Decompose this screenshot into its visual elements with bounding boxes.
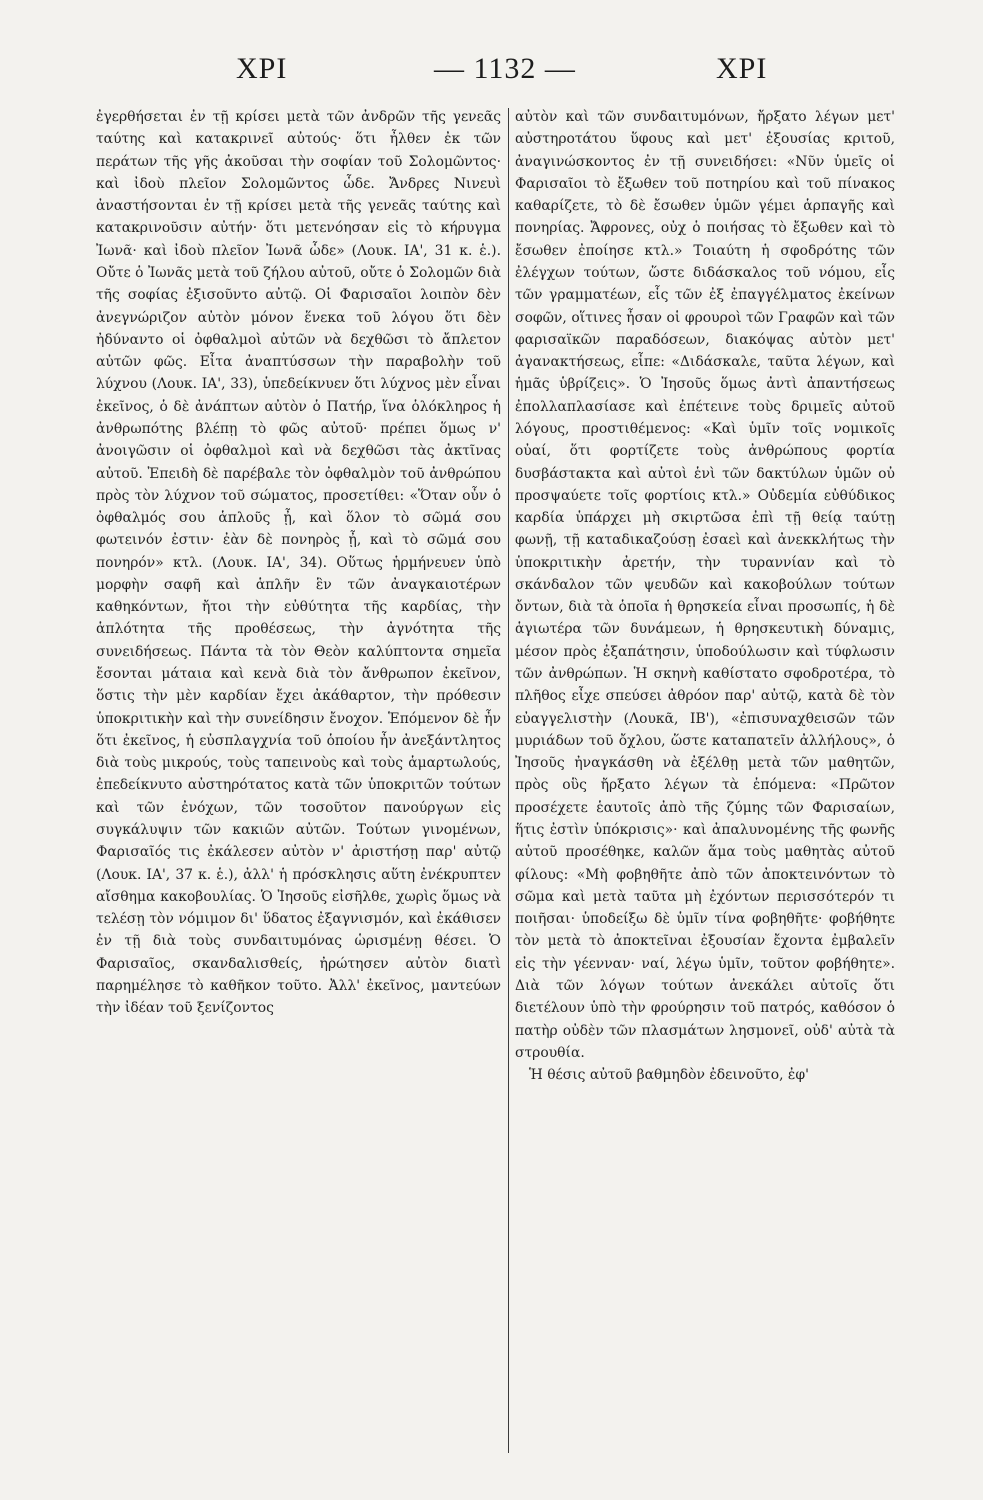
right-column (515, 106, 895, 1086)
right-paragraph-1: αὐτὸν καὶ τῶν συνδαιτυμόνων, ἤρξατο λέγων μετ' αὐστηροτάτου ὕφους καὶ μετ' ἐξουσίας κριτοῦ, ἀναγινώσκοντος ἐν τῇ συνειδήσει: «Νῦν ὑμεῖς οἱ Φαρισαῖοι τὸ ἔξωθεν τοῦ ποτηρίου καὶ τοῦ πίνακος καθαρίζετε, τὸ δὲ ἔσωθεν ὑμῶν γέμει ἁρπαγῆς καὶ πονηρίας. Ἄφρονες, οὐχ ὁ ποιήσας τὸ ἔξωθεν καὶ τὸ ἔσωθεν ἐποίησε κτλ.» Τοιαύτη ἡ σφοδρότης τῶν ἐλέγχων τούτων, ὥστε διδάσκαλος τοῦ νόμου, εἷς τῶν γραμματέων, εἷς τῶν ἐξ ἐπαγγέλματος ἐκείνων σοφῶν, οἵτινες ἦσαν οἱ φρουροὶ τῶν Γραφῶν καὶ τῶν φαρισαϊκῶν παραδόσεων, διακόψας αὐτὸν μετ' ἀγανακτήσεως, εἶπε: «Διδάσκαλε, ταῦτα λέγων, καὶ ἡμᾶς ὑβρίζεις». Ὁ Ἰησοῦς ὅμως ἀντὶ ἀπαντήσεως ἐπολλαπλασίασε καὶ ἐπέτεινε τοὺς δριμεῖς αὐτοῦ λόγους, προστιθέμενος: «Καὶ ὑμῖν τοῖς νομικοῖς οὐαί, ὅτι φορτίζετε τοὺς ἀνθρώπους φορτία δυσβάστακτα καὶ αὐτοὶ ἑνὶ τῶν δακτύλων ὑμῶν οὐ προσψαύετε τοῖς φορτίοις κτλ.» Οὐδεμία εὐθύδικος καρδία ὑπάρχει μὴ σκιρτῶσα ἐπὶ τῇ θείᾳ ταύτῃ φωνῇ, τῇ καταδικαζούσῃ ἐσαεὶ καὶ ἀνεκκλήτως τὴν ὑποκριτικὴν ἀρετήν, τὴν τυραννίαν καὶ τὸ σκάνδαλον τῶν ψευδῶν καὶ κακοβούλων τούτων ὄντων, διὰ τὰ ὁποῖα ἡ θρησκεία εἶναι προσωπίς, ἡ δὲ ἁγιωτέρα τῶν δυνάμεων, ἡ θρησκευτικὴ δύναμις, μέσον πρὸς ἐξαπάτησιν, ὑποδούλωσιν καὶ τύφλωσιν τῶν ἀνθρώπων. Ἡ σκηνὴ καθίστατο σφοδροτέρα, τὸ πλῆθος εἶχε σπεύσει ἀθρόον παρ' αὐτῷ, κατὰ δὲ τὸν εὐαγγελιστὴν (Λουκᾶ, ΙΒ'), «ἐπισυναχθεισῶν τῶν μυριάδων τοῦ ὄχλου, ὥστε καταπατεῖν ἀλλήλους», ὁ Ἰησοῦς ἠναγκάσθη νὰ ἐξέλθῃ μετὰ τῶν μαθητῶν, πρὸς οὓς ἤρξατο λέγων τὰ ἑπόμενα: «Πρῶτον προσέχετε ἑαυτοῖς ἀπὸ τῆς ζύμης τῶν Φαρισαίων, ἥτις ἐστὶν ὑπόκρισις»· καὶ ἀπαλυνομένης τῆς φωνῆς αὐτοῦ προσέθηκε, καλῶν ἅμα τοὺς μαθητὰς αὐτοῦ φίλους: «Μὴ φοβηθῆτε ἀπὸ τῶν ἀποκτεινόντων τὸ σῶμα καὶ μετὰ ταῦτα μὴ ἐχόντων περισσότερόν τι ποιῆσαι· ὑποδείξω δὲ ὑμῖν τίνα φοβηθῆτε· φοβήθητε τὸν μετὰ τὸ ἀποκτεῖναι ἐξουσίαν ἔχοντα ἐμβαλεῖν εἰς τὴν γέενναν· ναί, λέγω ὑμῖν, τοῦτον φοβήθητε». Διὰ τῶν λόγων τούτων ἀνεκάλει αὐτοῖς ὅτι διετέλουν ὑπὸ τὴν φρούρησιν τοῦ πατρός, καθόσον ὁ πατὴρ οὐδὲν τῶν πλασμάτων λησμονεῖ, οὐδ' αὐτὰ τὰ στρουθία. (515, 109, 895, 1061)
running-header (96, 52, 892, 98)
column-divider (508, 108, 509, 1453)
right-paragraph-2: Ἡ θέσις αὐτοῦ βαθμηδὸν ἐδεινοῦτο, ἐφ' (529, 1067, 809, 1084)
left-paragraph-1: ἐγερθήσεται ἐν τῇ κρίσει μετὰ τῶν ἀνδρῶν τῆς γενεᾶς ταύτης καὶ κατακρινεῖ αὐτούς· ὅτι ἦλθεν ἐκ τῶν περάτων τῆς γῆς ἀκοῦσαι τὴν σοφίαν τοῦ Σολομῶντος· καὶ ἰδοὺ πλεῖον Σολομῶντος ὧδε. Ἄνδρες Νινευὶ ἀναστήσονται ἐν τῇ κρίσει μετὰ τῆς γενεᾶς ταύτης καὶ κατακρινοῦσιν αὐτήν· ὅτι μετενόησαν εἰς τὸ κήρυγμα Ἰωνᾶ· καὶ ἰδοὺ πλεῖον Ἰωνᾶ ὧδε» (Λουκ. ΙΑ', 31 κ. ἑ.). Οὔτε ὁ Ἰωνᾶς μετὰ τοῦ ζήλου αὐτοῦ, οὔτε ὁ Σολομῶν διὰ τῆς σοφίας ἐξισοῦντο αὐτῷ. Οἱ Φαρισαῖοι λοιπὸν δὲν ἀνεγνώριζον αὐτὸν μόνον ἕνεκα τοῦ λόγου ὅτι δὲν ἠδύναντο οἱ ὀφθαλμοὶ αὐτῶν νὰ δεχθῶσι τὸ ἄπλετον αὐτῶν φῶς. Εἶτα ἀναπτύσσων τὴν παραβολὴν τοῦ λύχνου (Λουκ. ΙΑ', 33), ὑπεδείκνυεν ὅτι λύχνος μὲν εἶναι ἐκεῖνος, ὁ δὲ ἀνάπτων αὐτὸν ὁ Πατήρ, ἵνα ὁλόκληρος ἡ ἀνθρωπότης βλέπῃ τὸ φῶς αὐτοῦ· πρέπει ὅμως ν' ἀνοιγῶσιν οἱ ὀφθαλμοὶ καὶ νὰ δεχθῶσι τὰς ἀκτῖνας αὐτοῦ. Ἐπειδὴ δὲ παρέβαλε τὸν ὀφθαλμὸν τοῦ ἀνθρώπου πρὸς τὸν λύχνον τοῦ σώματος, προσετίθει: «Ὅταν οὖν ὁ ὀφθαλμός σου ἁπλοῦς ᾖ, καὶ ὅλον τὸ σῶμά σου φωτεινόν ἐστιν· ἐὰν δὲ πονηρὸς ᾖ, καὶ τὸ σῶμά σου πονηρόν» κτλ. (Λουκ. ΙΑ', 34). Οὕτως ἡρμήνευεν ὑπὸ μορφὴν σαφῆ καὶ ἁπλῆν ἓν τῶν ἀναγκαιοτέρων καθηκόντων, ἤτοι τὴν εὐθύτητα τῆς καρδίας, τὴν ἁπλότητα τῆς προθέσεως, τὴν ἀγνότητα τῆς συνειδήσεως. Πάντα τὰ τὸν Θεὸν καλύπτοντα σημεῖα ἔσονται μάταια καὶ κενὰ διὰ τὸν ἄνθρωπον ἐκεῖνον, ὅστις τὴν μὲν καρδίαν ἔχει ἀκάθαρτον, τὴν πρόθεσιν ὑποκριτικὴν καὶ τὴν συνείδησιν ἔνοχον. Ἑπόμενον δὲ ἦν ὅτι ἐκεῖνος, ἡ εὐσπλαγχνία τοῦ ὁποίου ἦν ἀνεξάντλητος διὰ τοὺς μικρούς, τοὺς ταπεινοὺς καὶ τοὺς ἁμαρτωλούς, ἐπεδείκνυτο αὐστηρότατος κατὰ τῶν ὑποκριτῶν τούτων καὶ τῶν ἐνόχων, τῶν τοσοῦτον πανούργων εἰς συγκάλυψιν τῶν κακιῶν αὐτῶν. Τούτων γινομένων, Φαρισαῖός τις ἐκάλεσεν αὐτὸν ν' ἀριστήσῃ παρ' αὐτῷ (Λουκ. ΙΑ', 37 κ. ἑ.), ἀλλ' ἡ πρόσκλησις αὕτη ἐνέκρυπτεν αἴσθημα κακοβουλίας. Ὁ Ἰησοῦς εἰσῆλθε, χωρὶς ὅμως νὰ τελέσῃ τὸν νόμιμον δι' ὕδατος ἐξαγνισμόν, καὶ ἐκάθισεν ἐν τῇ διὰ τοὺς συνδαιτυμόνας ὡρισμένῃ θέσει. Ὁ Φαρισαῖος, σκανδαλισθείς, ἠρώτησεν αὐτὸν διατὶ παρημέλησε τὸ καθῆκον τοῦτο. Ἀλλ' ἐκεῖνος, μαντεύων τὴν ἰδέαν τοῦ ξενίζοντος (96, 109, 501, 1017)
page-number: — 1132 — (434, 52, 576, 85)
header-right-abbrev: ΧΡΙ (716, 52, 768, 85)
header-left-abbrev: ΧΡΙ (236, 52, 288, 85)
left-column (96, 106, 501, 1020)
